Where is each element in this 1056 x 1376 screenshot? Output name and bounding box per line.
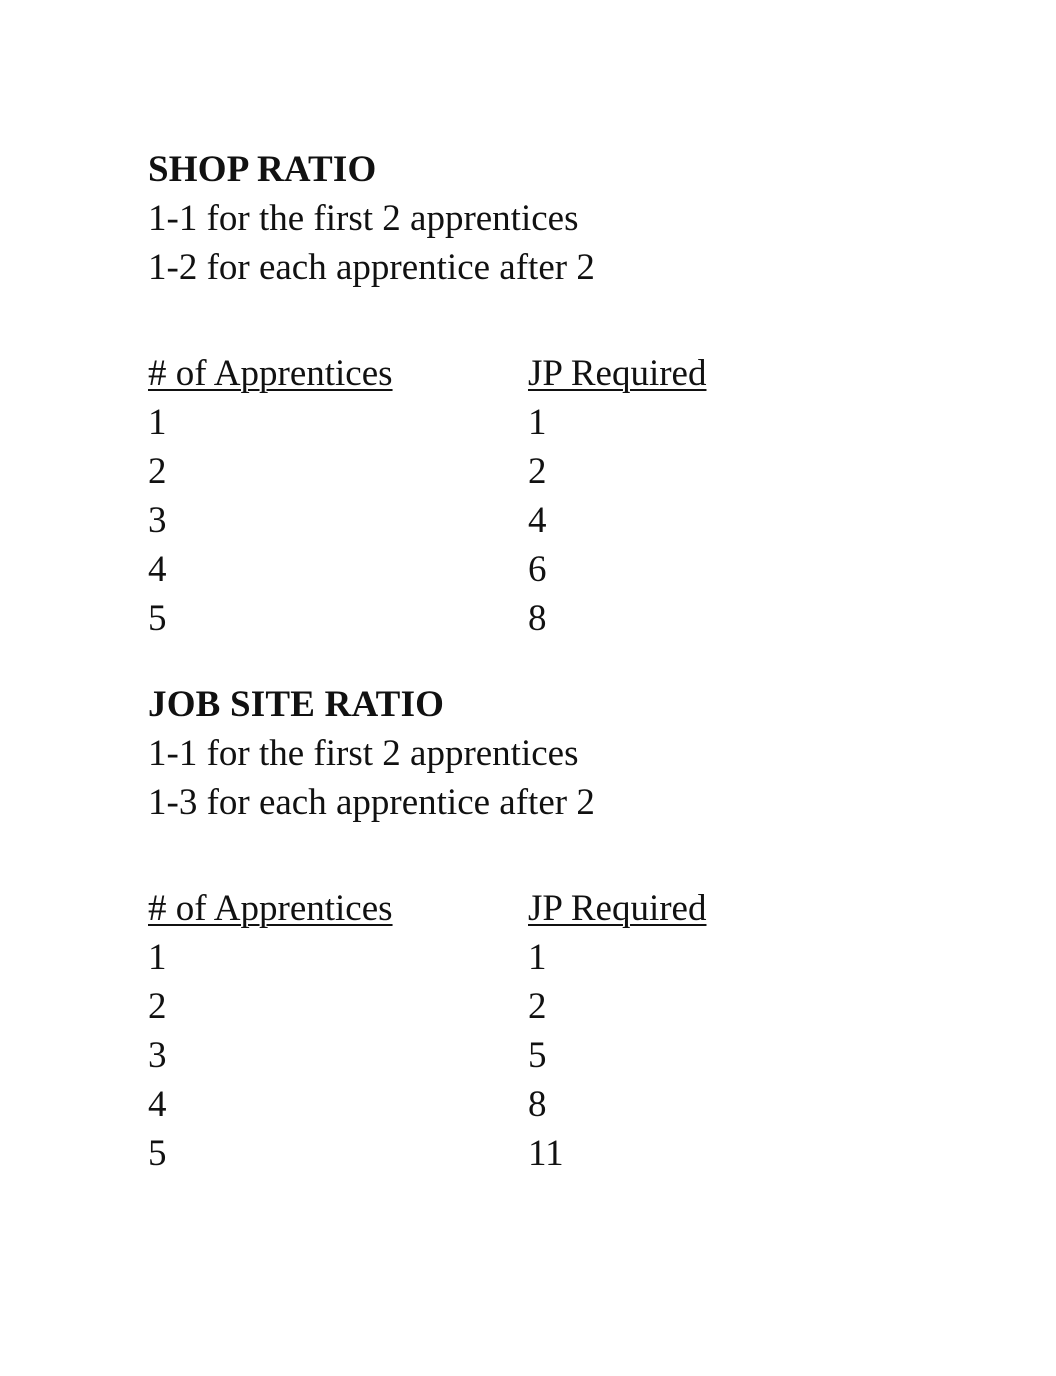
apprentices-cell: 3 <box>148 1035 167 1076</box>
job-site-ratio-title: JOB SITE RATIO <box>148 684 445 725</box>
job-site-rule-first: 1-1 for the first 2 apprentices <box>148 733 579 774</box>
job-site-header-apprentices: # of Apprentices <box>148 888 393 929</box>
shop-ratio-title: SHOP RATIO <box>148 149 377 190</box>
apprentices-cell: 4 <box>148 1084 167 1125</box>
table-row <box>148 545 788 594</box>
shop-header-jp-required: JP Required <box>528 353 707 394</box>
jp-required-cell: 1 <box>528 937 547 978</box>
jp-required-cell: 2 <box>528 986 547 1027</box>
job-site-table-header <box>148 884 788 933</box>
jp-required-cell: 2 <box>528 451 547 492</box>
table-row <box>148 1031 788 1080</box>
shop-rule-first: 1-1 for the first 2 apprentices <box>148 198 579 239</box>
job-site-header-jp-required: JP Required <box>528 888 707 929</box>
jp-required-cell: 11 <box>528 1133 564 1174</box>
table-row <box>148 1129 788 1178</box>
job-site-ratio-table <box>148 884 788 1178</box>
apprentices-cell: 3 <box>148 500 167 541</box>
apprentices-cell: 1 <box>148 402 167 443</box>
table-row <box>148 982 788 1031</box>
jp-required-cell: 5 <box>528 1035 547 1076</box>
apprentices-cell: 1 <box>148 937 167 978</box>
shop-rule-after: 1-2 for each apprentice after 2 <box>148 247 595 288</box>
jp-required-cell: 8 <box>528 598 547 639</box>
table-row <box>148 496 788 545</box>
shop-table-header <box>148 349 788 398</box>
apprentices-cell: 5 <box>148 1133 167 1174</box>
shop-header-apprentices: # of Apprentices <box>148 353 393 394</box>
jp-required-cell: 8 <box>528 1084 547 1125</box>
shop-ratio-table <box>148 349 788 643</box>
table-row <box>148 398 788 447</box>
apprentices-cell: 4 <box>148 549 167 590</box>
apprentices-cell: 2 <box>148 451 167 492</box>
job-site-rule-after: 1-3 for each apprentice after 2 <box>148 782 595 823</box>
table-row <box>148 447 788 496</box>
apprentices-cell: 5 <box>148 598 167 639</box>
apprentices-cell: 2 <box>148 986 167 1027</box>
table-row <box>148 1080 788 1129</box>
jp-required-cell: 4 <box>528 500 547 541</box>
job-site-ratio-section <box>148 681 788 1178</box>
jp-required-cell: 6 <box>528 549 547 590</box>
jp-required-cell: 1 <box>528 402 547 443</box>
table-row <box>148 594 788 643</box>
table-row <box>148 933 788 982</box>
shop-ratio-section <box>148 146 788 643</box>
